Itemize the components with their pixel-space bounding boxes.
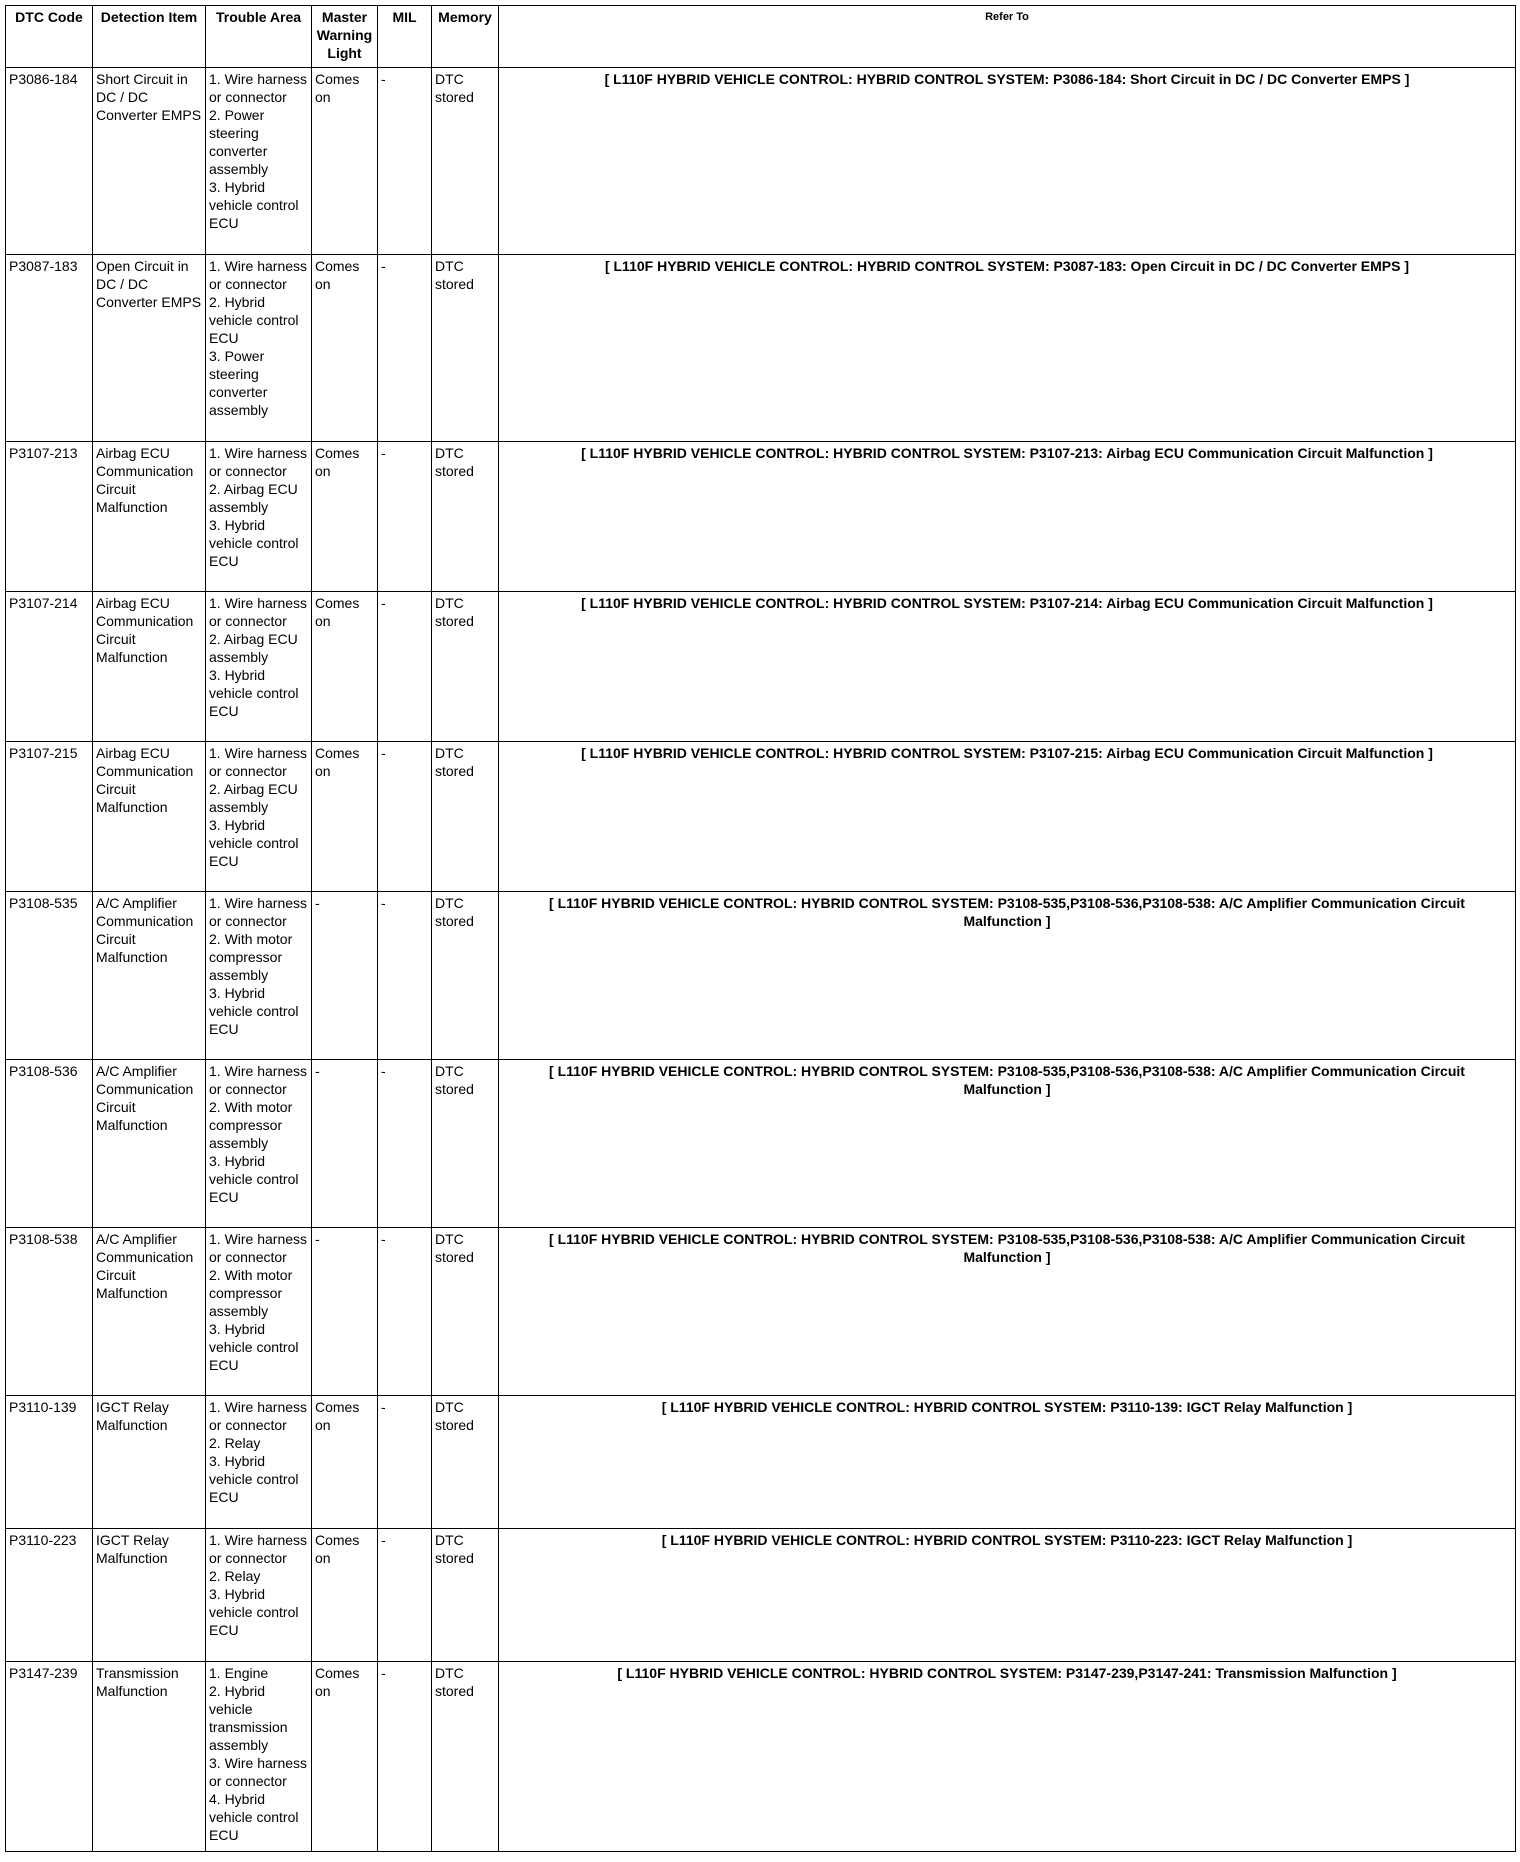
detection-item-cell: IGCT Relay Malfunction xyxy=(93,1396,206,1529)
trouble-area-cell xyxy=(206,255,312,442)
trouble-area-cell xyxy=(206,68,312,255)
detection-item-cell: Short Circuit in DC / DC Converter EMPS xyxy=(93,68,206,255)
mil-cell: - xyxy=(378,1060,432,1228)
trouble-area-cell xyxy=(206,892,312,1060)
trouble-area-item: 3. Hybrid vehicle control ECU xyxy=(209,1153,299,1205)
master-warning-cell: - xyxy=(312,892,378,1060)
trouble-area-item: 1. Wire harness or connector xyxy=(209,745,308,779)
trouble-area-item: 2. Power steering converter assembly xyxy=(209,107,269,177)
trouble-area-item: 1. Wire harness or connector xyxy=(209,1063,308,1097)
memory-cell: DTC stored xyxy=(432,1529,499,1662)
dtc-code-cell: P3110-139 xyxy=(6,1396,93,1529)
table-row xyxy=(6,1060,1516,1228)
trouble-area-item: 1. Wire harness or connector xyxy=(209,258,308,292)
trouble-area-item: 3. Hybrid vehicle control ECU xyxy=(209,1453,299,1505)
refer-to-link: [ L110F HYBRID VEHICLE CONTROL: HYBRID CONTROL SYSTEM: P3110-223: IGCT Relay Malfunction ] xyxy=(499,1529,1516,1662)
trouble-area-item: 1. Wire harness or connector xyxy=(209,595,308,629)
trouble-area-item: 3. Hybrid vehicle control ECU xyxy=(209,985,299,1037)
refer-to-link: [ L110F HYBRID VEHICLE CONTROL: HYBRID CONTROL SYSTEM: P3107-214: Airbag ECU Communication Circuit Malfunction ] xyxy=(499,592,1516,742)
trouble-area-item: 2. Hybrid vehicle control ECU xyxy=(209,294,299,346)
trouble-area-item: 2. Relay xyxy=(209,1568,261,1584)
trouble-area-item: 3. Hybrid vehicle control ECU xyxy=(209,517,299,569)
header-memory: Memory xyxy=(432,6,499,68)
dtc-code-cell: P3108-538 xyxy=(6,1228,93,1396)
refer-to-link: [ L110F HYBRID VEHICLE CONTROL: HYBRID CONTROL SYSTEM: P3086-184: Short Circuit in DC / DC Converter EMPS ] xyxy=(499,68,1516,255)
memory-cell: DTC stored xyxy=(432,1396,499,1529)
trouble-area-cell xyxy=(206,1060,312,1228)
table-row xyxy=(6,1529,1516,1662)
trouble-area-item: 3. Hybrid vehicle control ECU xyxy=(209,1321,299,1373)
table-row xyxy=(6,592,1516,742)
master-warning-cell: Comes on xyxy=(312,68,378,255)
mil-cell: - xyxy=(378,442,432,592)
trouble-area-item: 3. Hybrid vehicle control ECU xyxy=(209,1586,299,1638)
dtc-code-cell: P3107-215 xyxy=(6,742,93,892)
detection-item-cell: Open Circuit in DC / DC Converter EMPS xyxy=(93,255,206,442)
master-warning-cell: Comes on xyxy=(312,592,378,742)
detection-item-cell: A/C Amplifier Communication Circuit Malfunction xyxy=(93,1060,206,1228)
detection-item-cell: Airbag ECU Communication Circuit Malfunction xyxy=(93,742,206,892)
detection-item-cell: Airbag ECU Communication Circuit Malfunction xyxy=(93,592,206,742)
detection-item-cell: IGCT Relay Malfunction xyxy=(93,1529,206,1662)
trouble-area-item: 2. Airbag ECU assembly xyxy=(209,781,298,815)
mil-cell: - xyxy=(378,742,432,892)
mil-cell: - xyxy=(378,1529,432,1662)
master-warning-cell: Comes on xyxy=(312,1662,378,1852)
memory-cell: DTC stored xyxy=(432,892,499,1060)
trouble-area-item: 2. With motor compressor assembly xyxy=(209,1099,293,1151)
trouble-area-item: 2. Airbag ECU assembly xyxy=(209,481,298,515)
mil-cell: - xyxy=(378,1396,432,1529)
table-row xyxy=(6,68,1516,255)
memory-cell: DTC stored xyxy=(432,442,499,592)
trouble-area-item: 2. Hybrid vehicle transmission assembly xyxy=(209,1683,288,1753)
trouble-area-item: 3. Power steering converter assembly xyxy=(209,348,269,418)
header-mil: MIL xyxy=(378,6,432,68)
trouble-area-item: 1. Wire harness or connector xyxy=(209,1231,308,1265)
master-warning-cell: Comes on xyxy=(312,1396,378,1529)
master-warning-cell: - xyxy=(312,1060,378,1228)
memory-cell: DTC stored xyxy=(432,68,499,255)
trouble-area-item: 2. With motor compressor assembly xyxy=(209,1267,293,1319)
detection-item-cell: A/C Amplifier Communication Circuit Malfunction xyxy=(93,892,206,1060)
mil-cell: - xyxy=(378,1662,432,1852)
dtc-code-cell: P3108-535 xyxy=(6,892,93,1060)
mil-cell: - xyxy=(378,68,432,255)
header-row xyxy=(6,6,1516,68)
memory-cell: DTC stored xyxy=(432,1060,499,1228)
trouble-area-cell xyxy=(206,592,312,742)
refer-to-link: [ L110F HYBRID VEHICLE CONTROL: HYBRID CONTROL SYSTEM: P3108-535,P3108-536,P3108-538: A/C Amplifier Communication Circuit Malfunction ] xyxy=(499,892,1516,1060)
trouble-area-item: 3. Hybrid vehicle control ECU xyxy=(209,667,299,719)
memory-cell: DTC stored xyxy=(432,742,499,892)
dtc-code-cell: P3110-223 xyxy=(6,1529,93,1662)
detection-item-cell: Airbag ECU Communication Circuit Malfunction xyxy=(93,442,206,592)
trouble-area-cell xyxy=(206,1662,312,1852)
trouble-area-item: 3. Wire harness or connector xyxy=(209,1755,308,1789)
table-row xyxy=(6,1228,1516,1396)
header-trouble-area: Trouble Area xyxy=(206,6,312,68)
dtc-code-cell: P3107-213 xyxy=(6,442,93,592)
mil-cell: - xyxy=(378,892,432,1060)
table-row xyxy=(6,442,1516,592)
dtc-code-cell: P3087-183 xyxy=(6,255,93,442)
dtc-code-cell: P3086-184 xyxy=(6,68,93,255)
dtc-code-cell: P3147-239 xyxy=(6,1662,93,1852)
trouble-area-item: 1. Wire harness or connector xyxy=(209,1532,308,1566)
table-row xyxy=(6,1662,1516,1852)
table-body xyxy=(6,68,1516,1852)
refer-to-link: [ L110F HYBRID VEHICLE CONTROL: HYBRID CONTROL SYSTEM: P3147-239,P3147-241: Transmission Malfunction ] xyxy=(499,1662,1516,1852)
header-detection-item: Detection Item xyxy=(93,6,206,68)
master-warning-cell: Comes on xyxy=(312,255,378,442)
trouble-area-item: 2. With motor compressor assembly xyxy=(209,931,293,983)
trouble-area-cell xyxy=(206,1396,312,1529)
header-master-warning-light: Master Warning Light xyxy=(312,6,378,68)
mil-cell: - xyxy=(378,255,432,442)
trouble-area-item: 1. Wire harness or connector xyxy=(209,445,308,479)
memory-cell: DTC stored xyxy=(432,1228,499,1396)
trouble-area-item: 1. Wire harness or connector xyxy=(209,71,308,105)
trouble-area-item: 1. Engine xyxy=(209,1665,269,1681)
trouble-area-cell xyxy=(206,742,312,892)
trouble-area-item: 1. Wire harness or connector xyxy=(209,895,308,929)
table-row xyxy=(6,742,1516,892)
header-refer-to: Refer To xyxy=(499,6,1516,68)
mil-cell: - xyxy=(378,1228,432,1396)
refer-to-link: [ L110F HYBRID VEHICLE CONTROL: HYBRID CONTROL SYSTEM: P3108-535,P3108-536,P3108-538: A/C Amplifier Communication Circuit Malfunction ] xyxy=(499,1060,1516,1228)
master-warning-cell: Comes on xyxy=(312,1529,378,1662)
dtc-table xyxy=(5,5,1516,1852)
refer-to-link: [ L110F HYBRID VEHICLE CONTROL: HYBRID CONTROL SYSTEM: P3087-183: Open Circuit in DC / DC Converter EMPS ] xyxy=(499,255,1516,442)
trouble-area-cell xyxy=(206,442,312,592)
table-row xyxy=(6,255,1516,442)
trouble-area-item: 3. Hybrid vehicle control ECU xyxy=(209,179,299,231)
table-row xyxy=(6,1396,1516,1529)
refer-to-link: [ L110F HYBRID VEHICLE CONTROL: HYBRID CONTROL SYSTEM: P3107-213: Airbag ECU Communication Circuit Malfunction ] xyxy=(499,442,1516,592)
memory-cell: DTC stored xyxy=(432,592,499,742)
refer-to-link: [ L110F HYBRID VEHICLE CONTROL: HYBRID CONTROL SYSTEM: P3107-215: Airbag ECU Communication Circuit Malfunction ] xyxy=(499,742,1516,892)
detection-item-cell: Transmission Malfunction xyxy=(93,1662,206,1852)
header-dtc-code: DTC Code xyxy=(6,6,93,68)
master-warning-cell: - xyxy=(312,1228,378,1396)
trouble-area-item: 4. Hybrid vehicle control ECU xyxy=(209,1791,299,1843)
trouble-area-cell xyxy=(206,1228,312,1396)
trouble-area-item: 3. Hybrid vehicle control ECU xyxy=(209,817,299,869)
memory-cell: DTC stored xyxy=(432,255,499,442)
master-warning-cell: Comes on xyxy=(312,442,378,592)
detection-item-cell: A/C Amplifier Communication Circuit Malfunction xyxy=(93,1228,206,1396)
table-row xyxy=(6,892,1516,1060)
trouble-area-item: 2. Airbag ECU assembly xyxy=(209,631,298,665)
master-warning-cell: Comes on xyxy=(312,742,378,892)
mil-cell: - xyxy=(378,592,432,742)
refer-to-link: [ L110F HYBRID VEHICLE CONTROL: HYBRID CONTROL SYSTEM: P3108-535,P3108-536,P3108-538: A/C Amplifier Communication Circuit Malfunction ] xyxy=(499,1228,1516,1396)
trouble-area-item: 2. Relay xyxy=(209,1435,261,1451)
trouble-area-item: 1. Wire harness or connector xyxy=(209,1399,308,1433)
dtc-code-cell: P3107-214 xyxy=(6,592,93,742)
dtc-code-cell: P3108-536 xyxy=(6,1060,93,1228)
memory-cell: DTC stored xyxy=(432,1662,499,1852)
trouble-area-cell xyxy=(206,1529,312,1662)
refer-to-link: [ L110F HYBRID VEHICLE CONTROL: HYBRID CONTROL SYSTEM: P3110-139: IGCT Relay Malfunction ] xyxy=(499,1396,1516,1529)
